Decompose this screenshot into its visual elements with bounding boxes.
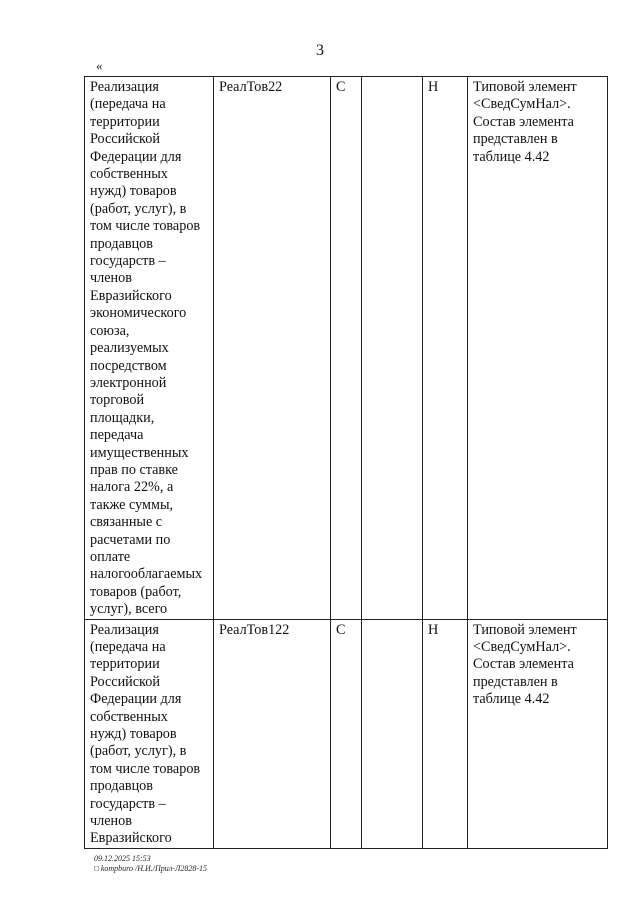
opening-quote-mark: « <box>96 58 103 73</box>
element-name-line: оплате <box>90 548 131 565</box>
element-note-cell: Типовой элемент <СведСумНал>. Состав элемента представлен в таблице 4.42 <box>468 619 608 848</box>
element-name-line: имущественных <box>90 444 189 461</box>
element-name-line: Российской <box>90 131 160 148</box>
element-name-line: том числе товаров <box>90 760 201 777</box>
element-name-line: реализуемых <box>90 340 169 357</box>
element-name-line: Евразийского <box>90 287 172 304</box>
element-name-line: расчетами по <box>90 531 171 548</box>
element-name-line: (передача на <box>90 96 166 113</box>
element-name-line: Федерации для <box>90 691 182 708</box>
element-name-line: союза, <box>90 322 130 339</box>
element-name-line: налогооблагаемых <box>90 566 203 583</box>
element-name-line: продавцов <box>90 235 153 252</box>
page-number: 3 <box>316 42 324 59</box>
element-name-line: передача <box>90 427 144 444</box>
element-note-cell: Типовой элемент <СведСумНал>. Состав элемента представлен в таблице 4.42 <box>468 77 608 620</box>
element-name-line: Реализация <box>90 79 159 95</box>
element-name-line: посредством <box>90 357 167 374</box>
element-name-line: экономического <box>90 305 187 322</box>
element-name-line: продавцов <box>90 778 153 795</box>
element-spec-table <box>84 76 608 849</box>
element-name-line: Российской <box>90 673 160 690</box>
element-name-line: площадки, <box>90 409 155 426</box>
element-required-cell: Н <box>423 619 468 848</box>
element-name-text <box>90 622 209 848</box>
stamp-date: 09.12.2025 15:53 <box>94 854 151 863</box>
element-code-cell: РеалТов22 <box>214 77 331 620</box>
element-format-cell <box>362 77 423 620</box>
element-name-line: также суммы, <box>90 496 174 513</box>
table-row <box>85 77 608 620</box>
table-row <box>85 619 608 848</box>
element-name-line: нужд) товаров <box>90 726 177 743</box>
element-name-line: Евразийского <box>90 830 172 847</box>
document-stamp <box>94 854 207 874</box>
element-name-line: прав по ставке <box>90 461 178 478</box>
element-name-line: услуг), всего <box>90 601 168 618</box>
element-name-line: территории <box>90 113 160 130</box>
element-name-line: членов <box>90 270 132 287</box>
element-name-line: налога 22%, а <box>90 479 174 496</box>
element-type-cell: С <box>331 619 362 848</box>
element-name-line: электронной <box>90 374 167 391</box>
element-name-line: (передача на <box>90 639 166 655</box>
element-name-line: нужд) товаров <box>90 183 177 200</box>
element-name-cell <box>85 619 214 848</box>
element-name-line: Реализация <box>90 621 159 638</box>
element-name-line: (работ, услуг), в <box>90 200 187 217</box>
element-name-line: связанные с <box>90 514 163 531</box>
element-code-cell: РеалТов122 <box>214 619 331 848</box>
element-name-line: (работ, услуг), в <box>90 743 187 760</box>
element-name-line: членов <box>90 813 132 830</box>
element-name-line: том числе товаров <box>90 218 201 235</box>
element-name-cell <box>85 77 214 620</box>
element-name-line: собственных <box>90 708 168 725</box>
element-required-cell: Н <box>423 77 468 620</box>
element-format-cell <box>362 619 423 848</box>
element-name-line: собственных <box>90 166 168 183</box>
element-name-line: территории <box>90 656 160 673</box>
element-name-line: Федерации для <box>90 148 182 165</box>
element-name-line: товаров (работ, <box>90 583 182 600</box>
element-type-cell: С <box>331 77 362 620</box>
stamp-path: □ kompburo /Н.И./Прил-Л2828-15 <box>94 864 207 873</box>
element-name-text <box>90 79 209 619</box>
element-name-line: государств – <box>90 253 166 270</box>
element-name-line: государств – <box>90 795 166 812</box>
element-name-line: торговой <box>90 392 145 409</box>
